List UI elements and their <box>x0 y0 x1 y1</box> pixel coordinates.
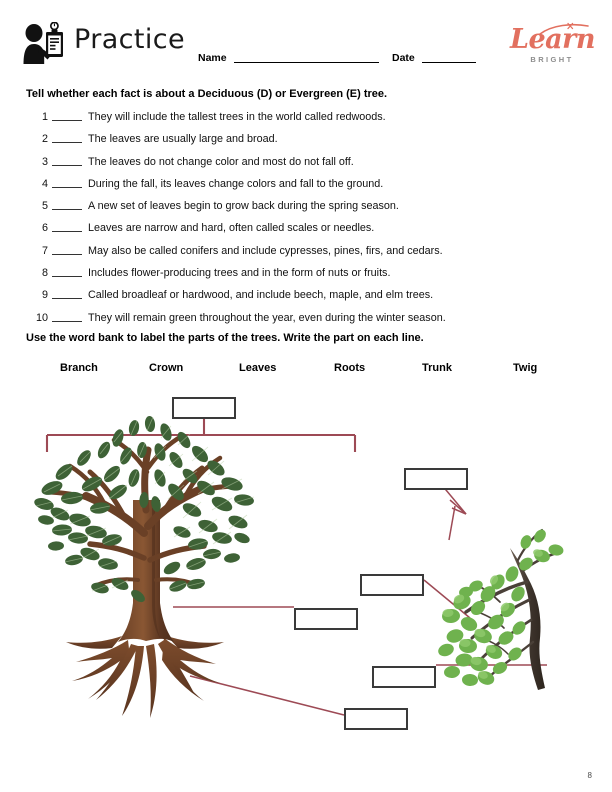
fact-row <box>26 132 566 154</box>
fact-text: Called broadleaf or hardwood, and include beech, maple, and elm trees. <box>88 289 434 302</box>
instruction-section-1: Tell whether each fact is about a Deciduous (D) or Evergreen (E) tree. <box>26 88 388 100</box>
fact-row <box>26 311 566 333</box>
fact-number: 1 <box>41 111 48 123</box>
word-bank-item-leaves: Leaves <box>239 362 277 374</box>
fact-text: A new set of leaves begin to grow back during the spring season. <box>88 200 399 213</box>
answer-box-crown[interactable] <box>172 397 236 419</box>
fact-list <box>26 110 566 333</box>
fact-answer-blank[interactable] <box>52 266 82 277</box>
fact-number: 5 <box>41 200 48 213</box>
fact-answer-blank[interactable] <box>52 110 82 121</box>
answer-box-leaves[interactable] <box>360 574 424 596</box>
fact-row <box>26 177 566 199</box>
instruction-section-2: Use the word bank to label the parts of the trees. Write the part on each line. <box>26 332 424 344</box>
fact-text: They will remain green throughout the year, even during the winter season. <box>88 311 446 324</box>
fact-row <box>26 266 566 288</box>
answer-box-roots[interactable] <box>344 708 408 730</box>
fact-text: During the fall, its leaves change colors and fall to the ground. <box>88 177 384 190</box>
fact-text: The leaves do not change color and most do not fall off. <box>88 155 354 168</box>
fact-text: They will include the tallest trees in the world called redwoods. <box>88 111 386 123</box>
word-bank-item-twig: Twig <box>513 362 538 374</box>
answer-box-branch[interactable] <box>404 468 468 490</box>
word-bank-item-roots: Roots <box>334 362 366 374</box>
word-bank-item-crown: Crown <box>149 362 184 374</box>
page-title: Practice <box>74 24 186 55</box>
fact-row <box>26 244 566 266</box>
name-input-line[interactable] <box>234 62 379 63</box>
word-bank-item-branch: Branch <box>60 362 98 374</box>
fact-text: May also be called conifers and include cypresses, pines, firs, and cedars. <box>88 244 443 257</box>
fact-number: 10 <box>35 311 48 324</box>
logo-wordmark: Learn <box>510 24 596 55</box>
date-input-line[interactable] <box>422 62 476 63</box>
learn-bright-logo <box>510 22 594 66</box>
date-label: Date <box>392 52 415 64</box>
fact-text: Includes flower-producing trees and in the form of nuts or fruits. <box>88 267 391 280</box>
fact-row <box>26 110 566 132</box>
fact-answer-blank[interactable] <box>52 155 82 166</box>
fact-number: 2 <box>41 133 48 146</box>
page-header <box>0 0 612 78</box>
name-label: Name <box>198 52 227 64</box>
fact-row <box>26 199 566 221</box>
tree-illustration-svg <box>0 388 612 748</box>
fact-number: 4 <box>41 177 48 190</box>
tree-roots <box>66 636 224 718</box>
tree-diagram <box>0 388 612 748</box>
fact-number: 6 <box>41 222 48 235</box>
page-number: 8 <box>587 771 592 780</box>
answer-box-twig[interactable] <box>372 666 436 688</box>
twig-leaves <box>436 527 564 687</box>
fact-number: 7 <box>41 244 48 257</box>
fact-answer-blank[interactable] <box>52 132 82 143</box>
practice-person-clipboard-icon <box>22 22 68 66</box>
fact-answer-blank[interactable] <box>52 177 82 188</box>
fact-answer-blank[interactable] <box>52 311 82 322</box>
deciduous-tree-illustration <box>33 416 255 718</box>
fact-answer-blank[interactable] <box>52 288 82 299</box>
fact-answer-blank[interactable] <box>52 199 82 210</box>
word-bank-item-trunk: Trunk <box>422 362 452 374</box>
logo-subtext: BRIGHT <box>530 55 574 64</box>
answer-box-trunk-main[interactable] <box>294 608 358 630</box>
fact-row <box>26 221 566 243</box>
fact-number: 9 <box>41 289 48 302</box>
fact-number: 8 <box>41 267 48 280</box>
fact-text: Leaves are narrow and hard, often called scales or needles. <box>88 222 375 235</box>
fact-row <box>26 288 566 310</box>
fact-text: The leaves are usually large and broad. <box>88 133 278 146</box>
word-bank <box>26 362 566 380</box>
fact-answer-blank[interactable] <box>52 244 82 255</box>
fact-answer-blank[interactable] <box>52 221 82 232</box>
fact-row <box>26 155 566 177</box>
fact-number: 3 <box>41 155 48 168</box>
